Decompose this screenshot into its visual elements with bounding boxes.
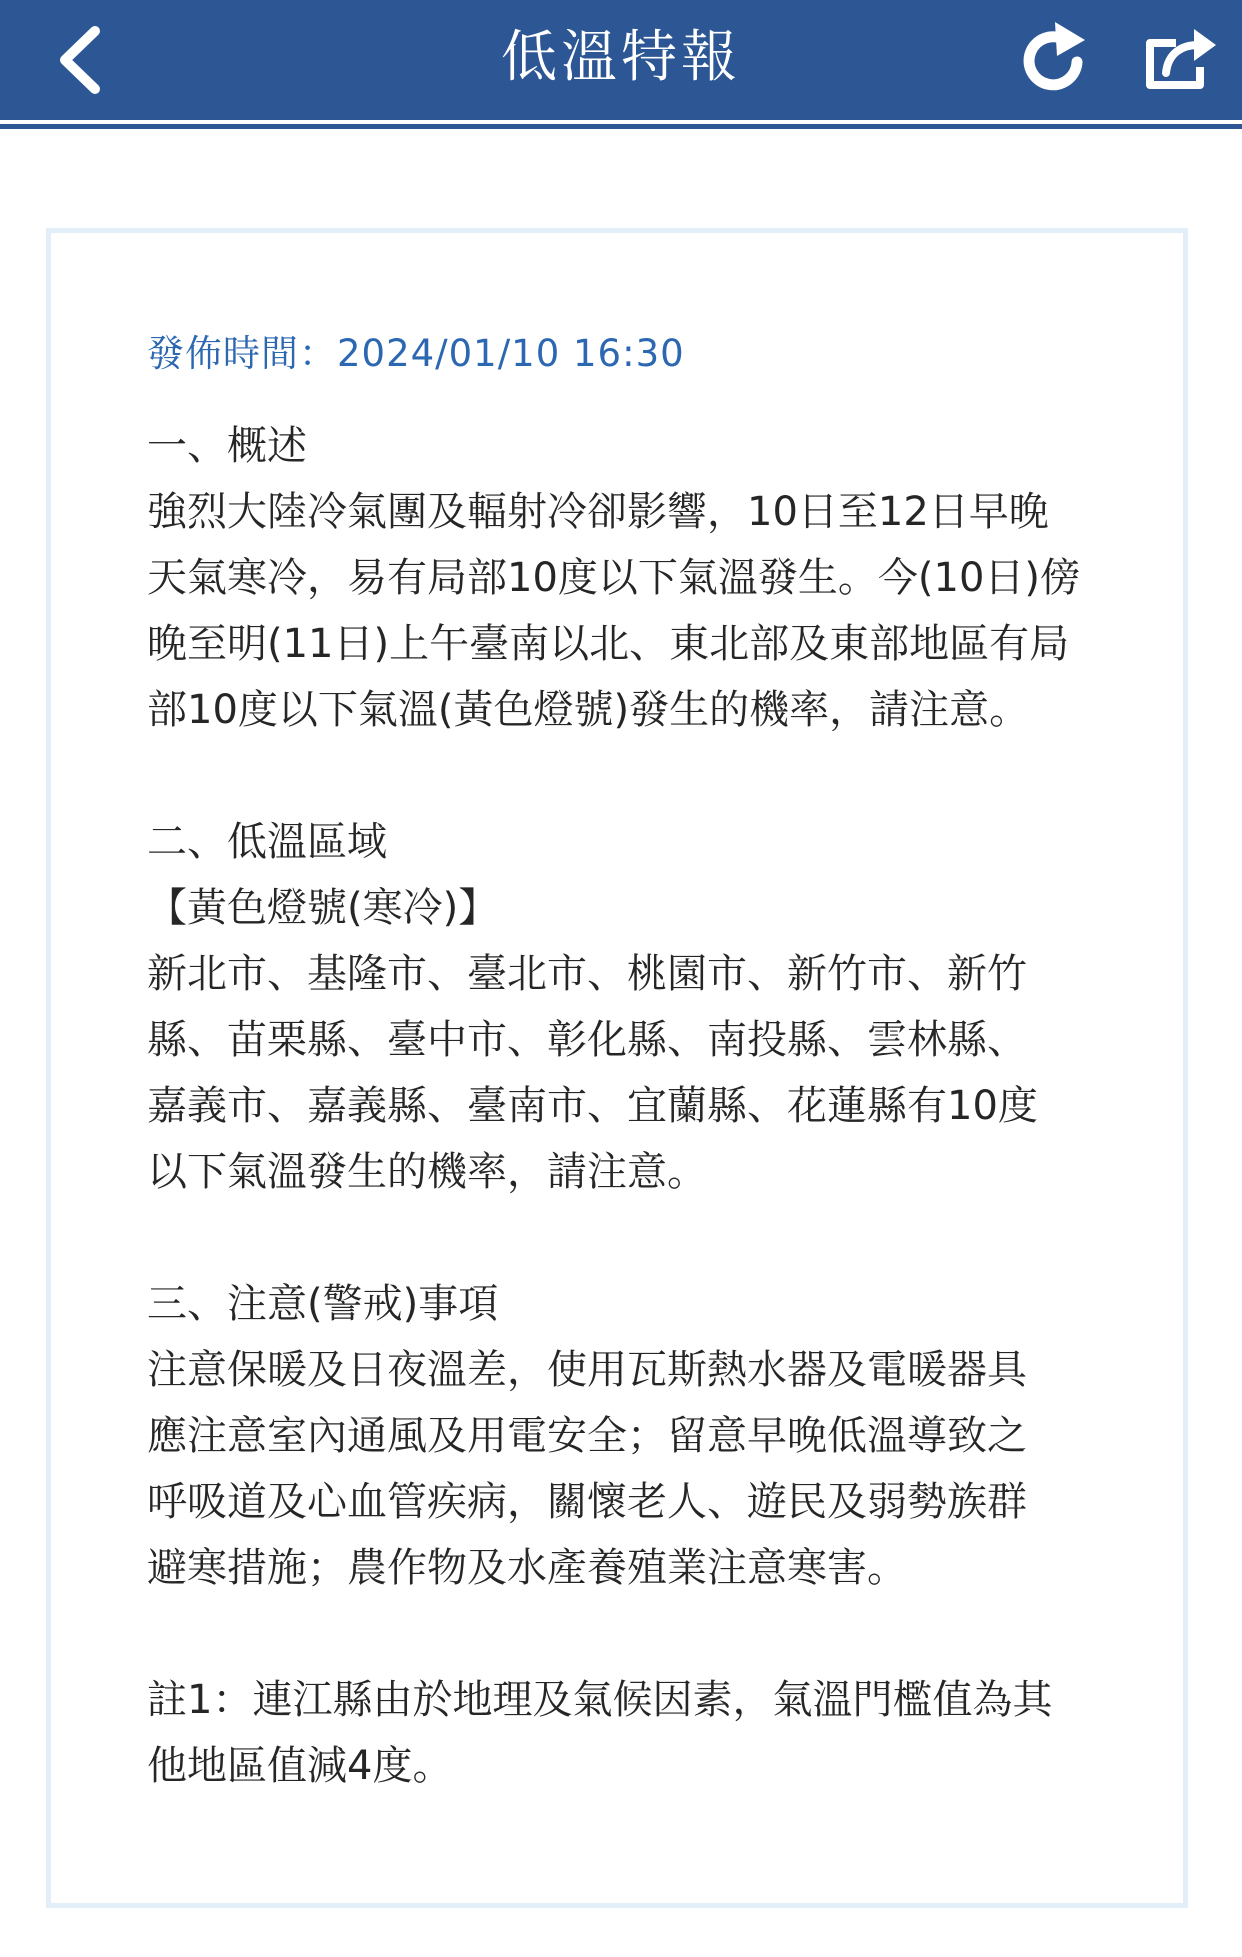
section-overview: [147, 413, 1117, 743]
share-icon: [1140, 23, 1220, 93]
text-line: 避寒措施；農作物及水產養殖業注意寒害。: [147, 1545, 907, 1591]
section-gap: [147, 1205, 1117, 1271]
text-line: 天氣寒冷，易有局部10度以下氣溫發生。今(10日)傍: [147, 555, 1081, 601]
section-gap: [147, 1601, 1117, 1667]
report-content: [147, 413, 1117, 1799]
section-precautions: [147, 1271, 1117, 1601]
chevron-left-icon: [55, 25, 105, 95]
section-heading: 三、注意(警戒)事項: [147, 1281, 499, 1327]
back-button[interactable]: [30, 12, 130, 108]
text-line: 註1：連江縣由於地理及氣候因素，氣溫門檻值為其: [147, 1677, 1053, 1723]
text-line: 晚至明(11日)上午臺南以北、東北部及東部地區有局: [147, 621, 1070, 667]
text-line: 部10度以下氣溫(黃色燈號)發生的機率，請注意。: [147, 687, 1030, 733]
section-heading: 一、概述: [147, 423, 307, 469]
page-title: 低溫特報: [501, 25, 741, 90]
section-sub-heading: 【黃色燈號(寒冷)】: [147, 885, 499, 931]
section-gap: [147, 743, 1117, 809]
share-button[interactable]: [1130, 10, 1230, 106]
text-line: 應注意室內通風及用電安全；留意早晚低溫導致之: [147, 1413, 1027, 1459]
section-low-temp-areas: [147, 809, 1117, 1205]
refresh-button[interactable]: [1010, 10, 1100, 106]
section-note: [147, 1667, 1117, 1799]
report-card: [46, 228, 1188, 1908]
text-line: 強烈大陸冷氣團及輻射冷卻影響，10日至12日早晚: [147, 489, 1049, 535]
refresh-icon: [1019, 18, 1091, 98]
text-line: 以下氣溫發生的機率，請注意。: [147, 1149, 707, 1195]
header-underline: [0, 124, 1242, 129]
text-line: 呼吸道及心血管疾病，關懷老人、遊民及弱勢族群: [147, 1479, 1027, 1525]
text-line: 注意保暖及日夜溫差，使用瓦斯熱水器及電暖器具: [147, 1347, 1027, 1393]
text-line: 新北市、基隆市、臺北市、桃園市、新竹市、新竹: [147, 951, 1027, 997]
text-line: 他地區值減4度。: [147, 1743, 453, 1789]
section-heading: 二、低溫區域: [147, 819, 387, 865]
app-header: [0, 0, 1242, 120]
publish-time: 發佈時間：2024/01/10 16:30: [147, 332, 685, 375]
text-line: 縣、苗栗縣、臺中市、彰化縣、南投縣、雲林縣、: [147, 1017, 1027, 1063]
text-line: 嘉義市、嘉義縣、臺南市、宜蘭縣、花蓮縣有10度: [147, 1083, 1038, 1129]
